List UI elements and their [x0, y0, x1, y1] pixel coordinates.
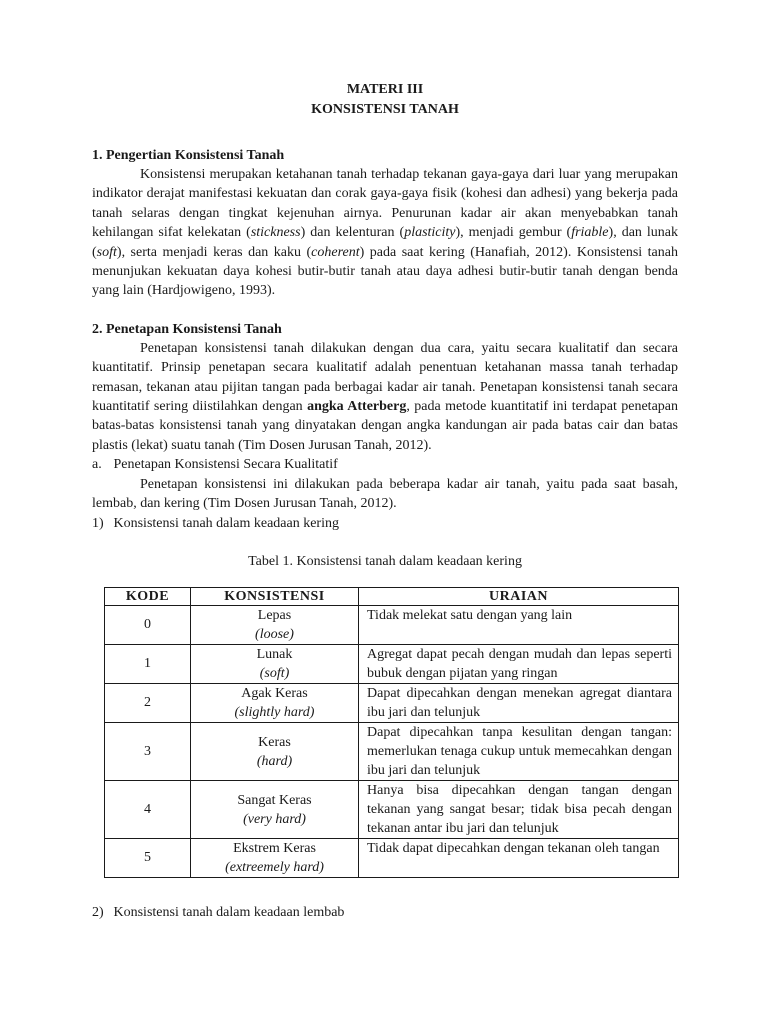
cell-uraian: Hanya bisa dipecahkan dengan tangan dengan tekanan yang sangat besar; tidak bisa pecah dengan tekanan antar ibu jari dan telunjuk — [359, 781, 679, 839]
cell-uraian: Tidak dapat dipecahkan dengan tekanan oleh tangan — [359, 839, 679, 878]
document-title-2: KONSISTENSI TANAH — [311, 102, 459, 117]
table-row — [105, 723, 679, 781]
cell-konsistensi: Agak Keras (slightly hard) — [191, 684, 359, 723]
table-row — [105, 684, 679, 723]
document-page — [92, 80, 678, 571]
section-2-heading: 2. Penetapan Konsistensi Tanah — [92, 321, 282, 337]
cell-kode: 2 — [105, 684, 191, 723]
document-title-1: MATERI III — [346, 82, 424, 97]
cell-kode: 3 — [105, 723, 191, 781]
cell-kode: 1 — [105, 645, 191, 684]
subsection-a-heading: a. Penetapan Konsistensi Secara Kualitatif — [92, 457, 338, 473]
cell-kode: 0 — [105, 606, 191, 645]
cell-konsistensi: Lepas (loose) — [191, 606, 359, 645]
table-header-row — [105, 588, 679, 606]
table-row — [105, 645, 679, 684]
table-row — [105, 606, 679, 645]
header-konsistensi: KONSISTENSI — [191, 588, 359, 606]
cell-konsistensi: Ekstrem Keras (extreemely hard) — [191, 839, 359, 878]
cell-kode: 4 — [105, 781, 191, 839]
table-row — [105, 781, 679, 839]
cell-uraian: Dapat dipecahkan dengan menekan agregat diantara ibu jari dan telunjuk — [359, 684, 679, 723]
consistency-table — [104, 587, 679, 878]
section-2-paragraph: Penetapan konsistensi tanah dilakukan dengan dua cara, yaitu secara kualitatif dan secara kuantitatif. Prinsip penetapan secara kualitatif adalah penentuan ketahanan massa tanah terhadap remasan, tekanan atau pijitan tangan pada berbagai kadar air tanah. Penetapan konsistensi tanah secara kuantitatif sering diistilahkan dengan angka Atterberg, pada metode kuantitatif ini terdapat penetapan batas-batas konsistensi tanah yang dinyatakan dengan angka kandungan air pada batas cair dan batas plastis (lekat) suatu tanah (Tim Dosen Jurusan Tanah, 2012). — [92, 340, 678, 453]
subsection-a-paragraph: Penetapan konsistensi ini dilakukan pada beberapa kadar air tanah, yaitu pada saat basah, lembab, dan kering (Tim Dosen Jurusan Tanah, 2012). — [92, 476, 678, 512]
cell-konsistensi: Keras (hard) — [191, 723, 359, 781]
cell-uraian: Agregat dapat pecah dengan mudah dan lepas seperti bubuk dengan pijatan yang ringan — [359, 645, 679, 684]
item-1-heading: 1) Konsistensi tanah dalam keadaan kering — [92, 515, 339, 531]
cell-uraian: Dapat dipecahkan tanpa kesulitan dengan tangan: memerlukan tenaga cukup untuk memecahkan dengan ibu jari dan telunjuk — [359, 723, 679, 781]
section-1-paragraph: Konsistensi merupakan ketahanan tanah terhadap tekanan gaya-gaya dari luar yang merupakan indikator derajat manifestasi kekuatan dan corak gaya-gaya fisik (kohesi dan adhesi) yang bekerja pada tanah selaras dengan tingkat kejenuhan airnya. Penurunan kadar air akan menyebabkan tanah kehilangan sifat kelekatan (stickness) dan kelenturan (plasticity), menjadi gembur (friable), dan lunak (soft), serta menjadi keras dan kaku (coherent) pada saat kering (Hanafiah, 2012). Konsistensi tanah menunjukan kekuatan daya kohesi butir-butir tanah atau daya adhesi butir-butir tanah dengan benda yang lain (Hardjowigeno, 1993). — [92, 167, 678, 299]
cell-konsistensi: Sangat Keras (very hard) — [191, 781, 359, 839]
table-caption: Tabel 1. Konsistensi tanah dalam keadaan kering — [248, 553, 522, 569]
cell-uraian: Tidak melekat satu dengan yang lain — [359, 606, 679, 645]
cell-konsistensi: Lunak (soft) — [191, 645, 359, 684]
header-uraian: URAIAN — [359, 588, 679, 606]
header-kode: KODE — [105, 588, 191, 606]
item-2-heading: 2) Konsistensi tanah dalam keadaan lembab — [92, 905, 345, 920]
cell-kode: 5 — [105, 839, 191, 878]
section-1-heading: 1. Pengertian Konsistensi Tanah — [92, 148, 285, 163]
table-row — [105, 839, 679, 878]
